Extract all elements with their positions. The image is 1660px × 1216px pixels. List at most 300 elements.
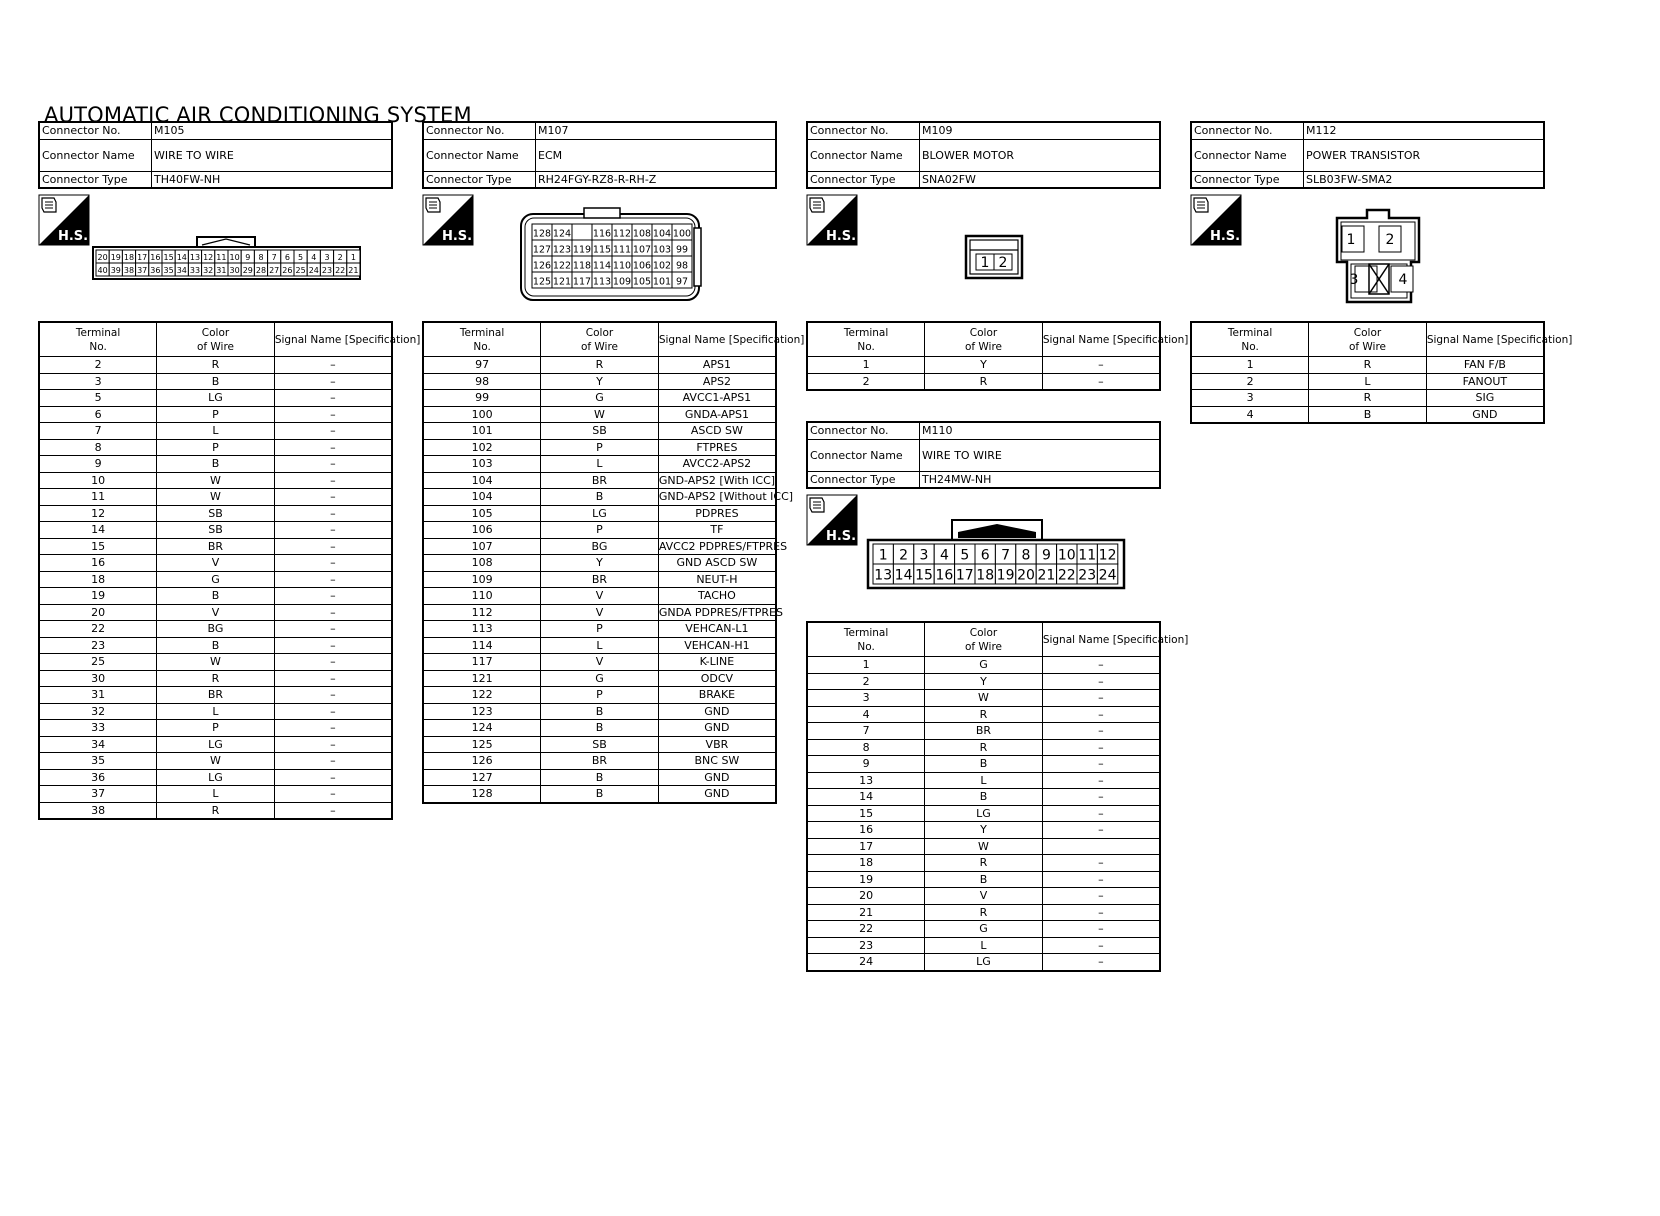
terminal-cell: 22 (39, 621, 157, 638)
table-row (39, 720, 392, 737)
connector-info-m112 (1190, 121, 1545, 189)
pin-label: 123 (552, 244, 572, 256)
hs-label: H.S. (57, 229, 89, 244)
table-row (39, 357, 392, 374)
table-row (423, 489, 776, 506)
connector-info-m109 (806, 121, 1161, 189)
color-cell: BG (157, 621, 275, 638)
pin-label: 22 (335, 266, 346, 276)
table-row (39, 769, 392, 786)
terminal-table-m109 (806, 321, 1189, 391)
connector-diagram-m109 (964, 234, 1024, 280)
pin-label: 2 (899, 547, 909, 564)
signal-cell: – (274, 588, 392, 605)
signal-cell: – (274, 604, 392, 621)
table-row (39, 687, 392, 704)
terminal-cell: 20 (39, 604, 157, 621)
table-row (423, 687, 776, 704)
terminal-cell: 7 (807, 723, 925, 740)
terminal-cell: 2 (807, 373, 925, 390)
color-cell: R (925, 904, 1043, 921)
signal-cell: GND-APS2 [Without ICC] (658, 490, 794, 504)
table-row (807, 772, 1160, 789)
color-cell: L (1309, 373, 1427, 390)
signal-cell: – (274, 687, 392, 704)
color-cell: B (541, 720, 659, 737)
header-terminal: Terminal No. (423, 322, 541, 357)
signal-cell: – (1042, 673, 1160, 690)
table-row (39, 505, 392, 522)
table-row (423, 505, 776, 522)
signal-cell: – (274, 621, 392, 638)
color-cell: W (157, 472, 275, 489)
signal-cell: GND (658, 720, 776, 737)
signal-cell: – (274, 703, 392, 720)
terminal-cell: 98 (423, 373, 541, 390)
signal-cell: – (1042, 690, 1160, 707)
pin-label: 10 (229, 253, 240, 263)
header-color: Color of Wire (157, 322, 275, 357)
color-cell: B (541, 489, 659, 506)
signal-cell: – (1042, 855, 1160, 872)
signal-cell: VEHCAN-L1 (658, 621, 776, 638)
terminal-cell: 3 (1191, 390, 1309, 407)
header-signal: Signal Name [Specification] (1042, 322, 1160, 357)
signal-cell: – (274, 571, 392, 588)
terminal-cell: 31 (39, 687, 157, 704)
color-cell: G (925, 657, 1043, 674)
signal-cell: – (1042, 822, 1160, 839)
color-cell: L (541, 456, 659, 473)
signal-cell: TF (658, 522, 776, 539)
color-cell: P (541, 522, 659, 539)
header-terminal: Terminal No. (1191, 322, 1309, 357)
table-row (807, 888, 1160, 905)
terminal-cell: 33 (39, 720, 157, 737)
pin-label: 11 (216, 253, 227, 263)
pin-label: 99 (675, 244, 689, 256)
color-cell: SB (157, 505, 275, 522)
table-row (423, 373, 776, 390)
table-row (423, 753, 776, 770)
table-row (39, 555, 392, 572)
pin-label: 4 (939, 547, 949, 564)
table-row (423, 786, 776, 803)
color-cell: BR (541, 753, 659, 770)
terminal-cell: 8 (807, 739, 925, 756)
pin-label: 38 (123, 266, 135, 276)
color-cell: W (157, 489, 275, 506)
connector-type-value: TH40FW-NH (152, 171, 393, 188)
terminal-cell: 4 (1191, 406, 1309, 423)
signal-cell: – (1042, 888, 1160, 905)
pin-label: 6 (284, 253, 290, 263)
connector-name-value: BLOWER MOTOR (920, 139, 1161, 171)
table-row (423, 654, 776, 671)
pin-label: 119 (572, 244, 592, 256)
table-row (39, 571, 392, 588)
header-terminal: Terminal No. (807, 622, 925, 657)
pin-label: 118 (572, 260, 592, 272)
color-cell: LG (157, 769, 275, 786)
color-cell: L (925, 937, 1043, 954)
signal-cell: – (274, 390, 392, 407)
pin-label: 18 (123, 253, 135, 263)
signal-cell: – (274, 489, 392, 506)
terminal-table-m107 (422, 321, 805, 804)
pin-label: 23 (321, 266, 333, 276)
color-cell: BR (925, 723, 1043, 740)
color-cell: B (541, 769, 659, 786)
table-row (807, 855, 1160, 872)
pin-label: 9 (245, 253, 251, 263)
pin-label: 19 (110, 253, 121, 263)
terminal-cell: 104 (423, 489, 541, 506)
connector-no-value: M105 (152, 122, 393, 139)
hs-label: H.S. (825, 229, 857, 244)
color-cell: W (157, 654, 275, 671)
table-row (39, 753, 392, 770)
signal-cell: – (1042, 723, 1160, 740)
pin-label: 101 (652, 276, 672, 288)
signal-cell: – (274, 736, 392, 753)
color-cell: L (157, 423, 275, 440)
color-cell: R (925, 739, 1043, 756)
hs-icon (38, 194, 90, 246)
table-row (423, 538, 776, 555)
pin-label: 17 (955, 567, 974, 584)
hs-icon (1190, 194, 1242, 246)
pin-label: 6 (980, 547, 990, 564)
signal-cell: – (274, 406, 392, 423)
signal-cell: – (274, 538, 392, 555)
color-cell: V (925, 888, 1043, 905)
terminal-cell: 128 (423, 786, 541, 803)
pin-label: 122 (552, 260, 572, 272)
terminal-cell: 10 (39, 472, 157, 489)
table-row (807, 937, 1160, 954)
signal-cell: – (274, 670, 392, 687)
table-row (423, 472, 776, 489)
connector-diagram-m112 (1333, 206, 1425, 308)
label-connector-type: Connector Type (807, 471, 920, 488)
signal-cell (1042, 838, 1160, 855)
signal-cell: TACHO (658, 588, 776, 605)
label-connector-type: Connector Type (39, 171, 152, 188)
color-cell: V (157, 604, 275, 621)
pin-label: 23 (1078, 567, 1097, 584)
terminal-cell: 20 (807, 888, 925, 905)
color-cell: B (1309, 406, 1427, 423)
table-row (39, 423, 392, 440)
pin-label: 34 (176, 266, 187, 276)
table-row (423, 670, 776, 687)
signal-cell: ASCD SW (658, 423, 776, 440)
color-cell: B (925, 789, 1043, 806)
header-color: Color of Wire (541, 322, 659, 357)
pin-label: 97 (675, 276, 689, 288)
pin-label: 4 (1398, 272, 1408, 288)
color-cell: V (157, 555, 275, 572)
label-connector-no: Connector No. (807, 422, 920, 439)
signal-cell: – (1042, 954, 1160, 971)
color-cell: W (925, 838, 1043, 855)
color-cell: R (157, 802, 275, 819)
signal-cell: – (274, 786, 392, 803)
table-row (423, 555, 776, 572)
terminal-cell: 9 (39, 456, 157, 473)
signal-cell: AVCC2-APS2 (658, 456, 776, 473)
pin-label: 7 (1001, 547, 1011, 564)
pin-label: 29 (242, 266, 253, 276)
connector-type-value: SNA02FW (920, 171, 1161, 188)
signal-cell: BNC SW (658, 753, 776, 770)
table-row (39, 472, 392, 489)
signal-cell: – (1042, 357, 1160, 374)
signal-cell: SIG (1426, 390, 1544, 407)
pin-label: 2 (1385, 232, 1395, 248)
color-cell: SB (541, 423, 659, 440)
terminal-cell: 123 (423, 703, 541, 720)
pin-label: 110 (612, 260, 632, 272)
signal-cell: – (274, 423, 392, 440)
header-signal: Signal Name [Specification] (1042, 622, 1160, 657)
terminal-cell: 125 (423, 736, 541, 753)
table-row (807, 921, 1160, 938)
table-row (423, 522, 776, 539)
signal-cell: – (1042, 373, 1160, 390)
table-row (423, 720, 776, 737)
table-row (423, 571, 776, 588)
color-cell: L (157, 786, 275, 803)
color-cell: B (157, 456, 275, 473)
color-cell: Y (925, 673, 1043, 690)
terminal-cell: 11 (39, 489, 157, 506)
connector-name-value: WIRE TO WIRE (152, 139, 393, 171)
signal-cell: – (274, 637, 392, 654)
terminal-table-m112 (1190, 321, 1573, 424)
terminal-cell: 3 (39, 373, 157, 390)
pin-grid (532, 224, 692, 288)
pin-label: 21 (1037, 567, 1056, 584)
table-row (423, 588, 776, 605)
pin-label: 5 (960, 547, 970, 564)
table-row (423, 769, 776, 786)
terminal-cell: 30 (39, 670, 157, 687)
pin-label: 105 (632, 276, 652, 288)
signal-cell: – (1042, 871, 1160, 888)
color-cell: V (541, 654, 659, 671)
header-terminal: Terminal No. (39, 322, 157, 357)
terminal-cell: 117 (423, 654, 541, 671)
table-row (39, 604, 392, 621)
terminal-cell: 121 (423, 670, 541, 687)
color-cell: V (541, 604, 659, 621)
terminal-cell: 127 (423, 769, 541, 786)
pin-label: 16 (150, 253, 161, 263)
header-signal: Signal Name [Specification] (274, 322, 392, 357)
terminal-cell: 8 (39, 439, 157, 456)
signal-cell: ODCV (658, 670, 776, 687)
pin-label: 36 (150, 266, 161, 276)
pin-label: 31 (216, 266, 227, 276)
connector-type-value: TH24MW-NH (920, 471, 1161, 488)
pin-cell (572, 224, 592, 240)
hs-label: H.S. (1209, 229, 1241, 244)
table-row (1191, 357, 1544, 374)
color-cell: BR (541, 571, 659, 588)
terminal-cell: 15 (39, 538, 157, 555)
pin-label: 25 (295, 266, 306, 276)
pin-label: 128 (532, 228, 552, 240)
terminal-cell: 109 (423, 571, 541, 588)
signal-cell: GND (1426, 406, 1544, 423)
connector-diagram-m105 (92, 233, 362, 281)
signal-cell: GND-APS2 [With ICC] (658, 473, 776, 487)
signal-cell: – (274, 654, 392, 671)
pin-label: 109 (612, 276, 632, 288)
table-row (807, 657, 1160, 674)
pin-label: 33 (189, 266, 201, 276)
color-cell: R (541, 357, 659, 374)
pin-label: 117 (572, 276, 592, 288)
pin-grid (96, 250, 360, 276)
pin-label: 15 (163, 253, 174, 263)
table-row (39, 703, 392, 720)
terminal-cell: 24 (807, 954, 925, 971)
terminal-cell: 103 (423, 456, 541, 473)
header-color: Color of Wire (1309, 322, 1427, 357)
pin-label: 35 (163, 266, 174, 276)
table-row (807, 373, 1160, 390)
signal-cell: APS2 (658, 373, 776, 390)
pin-label: 107 (632, 244, 652, 256)
pin-label: 3 (324, 253, 330, 263)
pin-label: 15 (915, 567, 933, 584)
pin-label: 37 (137, 266, 148, 276)
pin-label: 17 (137, 253, 148, 263)
header-terminal: Terminal No. (807, 322, 925, 357)
signal-cell: VBR (658, 736, 776, 753)
table-row (807, 838, 1160, 855)
label-connector-name: Connector Name (39, 139, 152, 171)
color-cell: R (925, 855, 1043, 872)
terminal-cell: 35 (39, 753, 157, 770)
signal-cell: GND (658, 786, 776, 803)
terminal-cell: 4 (807, 706, 925, 723)
pin-label: 12 (1098, 547, 1117, 564)
color-cell: V (541, 588, 659, 605)
terminal-cell: 9 (807, 756, 925, 773)
table-row (423, 390, 776, 407)
terminal-cell: 32 (39, 703, 157, 720)
pin-label: 19 (996, 567, 1015, 584)
signal-cell: AVCC1-APS1 (658, 390, 776, 407)
color-cell: W (157, 753, 275, 770)
color-cell: Y (925, 357, 1043, 374)
table-row (423, 736, 776, 753)
hs-icon (806, 194, 858, 246)
table-row (39, 637, 392, 654)
table-row (423, 703, 776, 720)
terminal-cell: 110 (423, 588, 541, 605)
pin-label: 4 (311, 253, 317, 263)
connector-type-value: RH24FGY-RZ8-R-RH-Z (536, 171, 777, 188)
terminal-cell: 101 (423, 423, 541, 440)
connector-name-value: POWER TRANSISTOR (1304, 139, 1545, 171)
label-connector-no: Connector No. (423, 122, 536, 139)
color-cell: LG (157, 390, 275, 407)
terminal-cell: 19 (807, 871, 925, 888)
connector-no-value: M110 (920, 422, 1161, 439)
page-title: AUTOMATIC AIR CONDITIONING SYSTEM (44, 103, 472, 127)
label-connector-name: Connector Name (807, 439, 920, 471)
header-color: Color of Wire (925, 322, 1043, 357)
terminal-cell: 5 (39, 390, 157, 407)
color-cell: R (925, 706, 1043, 723)
color-cell: R (1309, 357, 1427, 374)
table-row (39, 621, 392, 638)
terminal-cell: 108 (423, 555, 541, 572)
color-cell: Y (925, 822, 1043, 839)
connector-info-m110 (806, 421, 1161, 489)
color-cell: Y (541, 555, 659, 572)
connector-info-m105 (38, 121, 393, 189)
signal-cell: FANOUT (1426, 373, 1544, 390)
label-connector-no: Connector No. (39, 122, 152, 139)
color-cell: LG (925, 805, 1043, 822)
terminal-cell: 16 (39, 555, 157, 572)
table-row (423, 357, 776, 374)
pin-label: 127 (532, 244, 552, 256)
pin-label: 14 (894, 567, 913, 584)
color-cell: P (541, 439, 659, 456)
pin-label: 8 (1021, 547, 1031, 564)
table-row (39, 439, 392, 456)
pin-label: 22 (1057, 567, 1076, 584)
color-cell: BR (157, 687, 275, 704)
terminal-cell: 2 (1191, 373, 1309, 390)
color-cell: R (1309, 390, 1427, 407)
label-connector-name: Connector Name (423, 139, 536, 171)
table-row (807, 673, 1160, 690)
pin-label: 13 (874, 567, 893, 584)
pin-label: 103 (652, 244, 672, 256)
terminal-cell: 22 (807, 921, 925, 938)
color-cell: R (925, 373, 1043, 390)
pin-label: 3 (1349, 272, 1359, 288)
signal-cell: GND ASCD SW (658, 555, 776, 572)
hs-label: H.S. (441, 229, 473, 244)
terminal-cell: 16 (807, 822, 925, 839)
pin-label: 1 (350, 253, 356, 263)
table-row (39, 489, 392, 506)
pin-label: 13 (189, 253, 201, 263)
terminal-cell: 15 (807, 805, 925, 822)
color-cell: B (157, 373, 275, 390)
color-cell: G (925, 921, 1043, 938)
pin-label: 16 (935, 567, 954, 584)
signal-cell: – (274, 522, 392, 539)
table-row (39, 736, 392, 753)
terminal-cell: 18 (39, 571, 157, 588)
table-row (807, 739, 1160, 756)
pin-label: 20 (97, 253, 108, 263)
terminal-cell: 102 (423, 439, 541, 456)
table-row (39, 670, 392, 687)
table-row (807, 357, 1160, 374)
table-row (1191, 373, 1544, 390)
